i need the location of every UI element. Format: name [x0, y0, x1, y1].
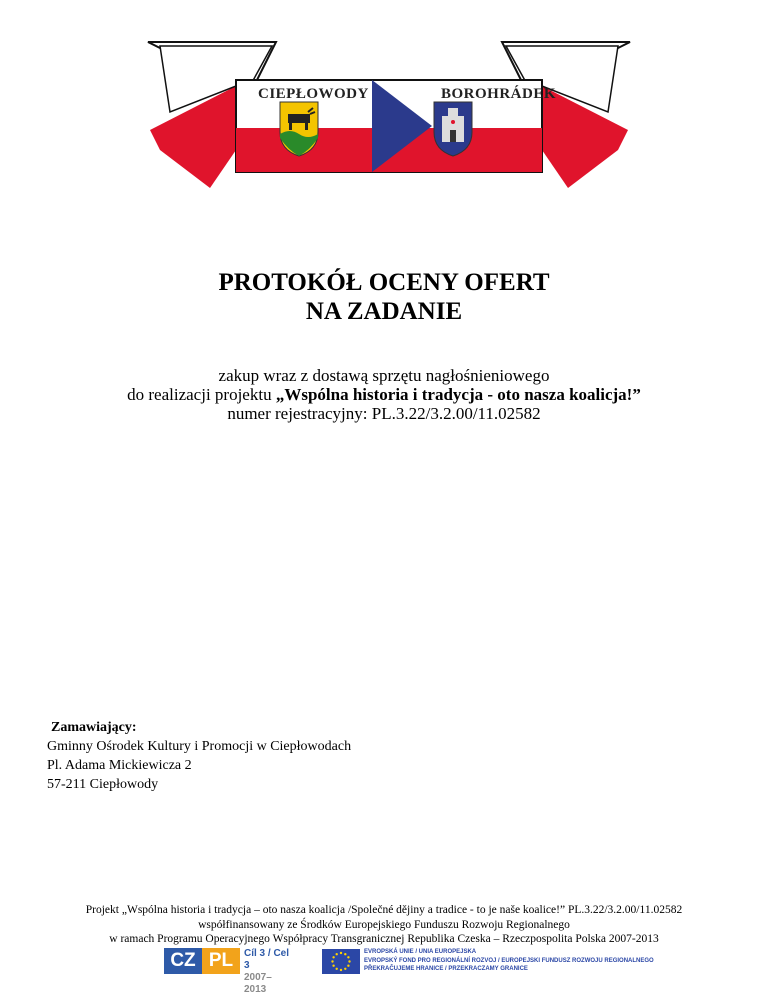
footer-line-2: współfinansowany ze Środków Europejskiego Funduszu Rozwoju Regionalnego [198, 918, 570, 931]
title-line-2: NA ZADANIE [305, 298, 463, 325]
eu-line-3: PŘEKRAČUJEME HRANICE / PRZEKRACZAMY GRANICE [364, 966, 528, 972]
left-banner-label: CIEPŁOWODY [258, 86, 369, 102]
client-name: Gminny Ośrodek Kultury i Promocji w Ciepłowodach [47, 739, 352, 754]
subject-line-2-prefix: do realizacji projektu [127, 385, 276, 404]
footer-line-1: Projekt „Wspólna historia i tradycja – oto nasza koalicja /Společné dějiny a tradice - to je naše koalice!” PL.3.22/3.2.00/11.02582 [85, 904, 683, 916]
project-name: „Wspólna historia i tradycja - oto nasza koalicja!” [275, 385, 641, 404]
borohradek-coat-of-arms-icon [434, 102, 472, 156]
cil-cel-text [244, 948, 294, 996]
cil-line-2: 2007–2013 [244, 972, 272, 995]
document-title [0, 268, 768, 326]
client-street: Pl. Adama Mickiewicza 2 [47, 758, 192, 773]
subject-line-2 [0, 385, 768, 404]
footer-line-3: w ramach Programu Operacyjnego Współpracy Transgranicznej Republika Czeska – Rzeczpospolita Polska 2007-2013 [109, 933, 659, 945]
funding-logos [0, 947, 768, 995]
registration-number: numer rejestracyjny: PL.3.22/3.2.00/11.02582 [227, 404, 541, 423]
eu-line-2: EVROPSKÝ FOND PRO REGIONÁLNÍ ROZVOJ / EUROPEJSKI FUNDUSZ ROZWOJU REGIONALNEGO [364, 957, 654, 964]
client-block [47, 718, 351, 794]
client-heading: Zamawiający: [51, 720, 137, 735]
eu-line-1: EVROPSKÁ UNIE / UNIA EUROPEJSKA [364, 949, 477, 955]
right-banner-label: BOROHRÁDEK [441, 86, 557, 102]
cz-pl-programme-logo [164, 947, 294, 995]
cieplowody-coat-of-arms-icon [280, 102, 318, 156]
eu-fund-text [364, 948, 654, 974]
eu-flag-icon [322, 949, 360, 974]
subject-block [0, 366, 768, 423]
cz-logo-box: CZ [164, 948, 202, 974]
cil-line-1: Cíl 3 / Cel 3 [244, 948, 290, 971]
flags-banner-graphic [140, 38, 638, 208]
partnership-banner [140, 38, 638, 208]
title-line-1: PROTOKÓŁ OCENY OFERT [218, 269, 550, 296]
pl-logo-box: PL [202, 948, 240, 974]
subject-line-1: zakup wraz z dostawą sprzętu nagłośnieniowego [218, 366, 550, 385]
client-city: 57-211 Ciepłowody [47, 777, 159, 792]
footer-text [0, 903, 768, 947]
